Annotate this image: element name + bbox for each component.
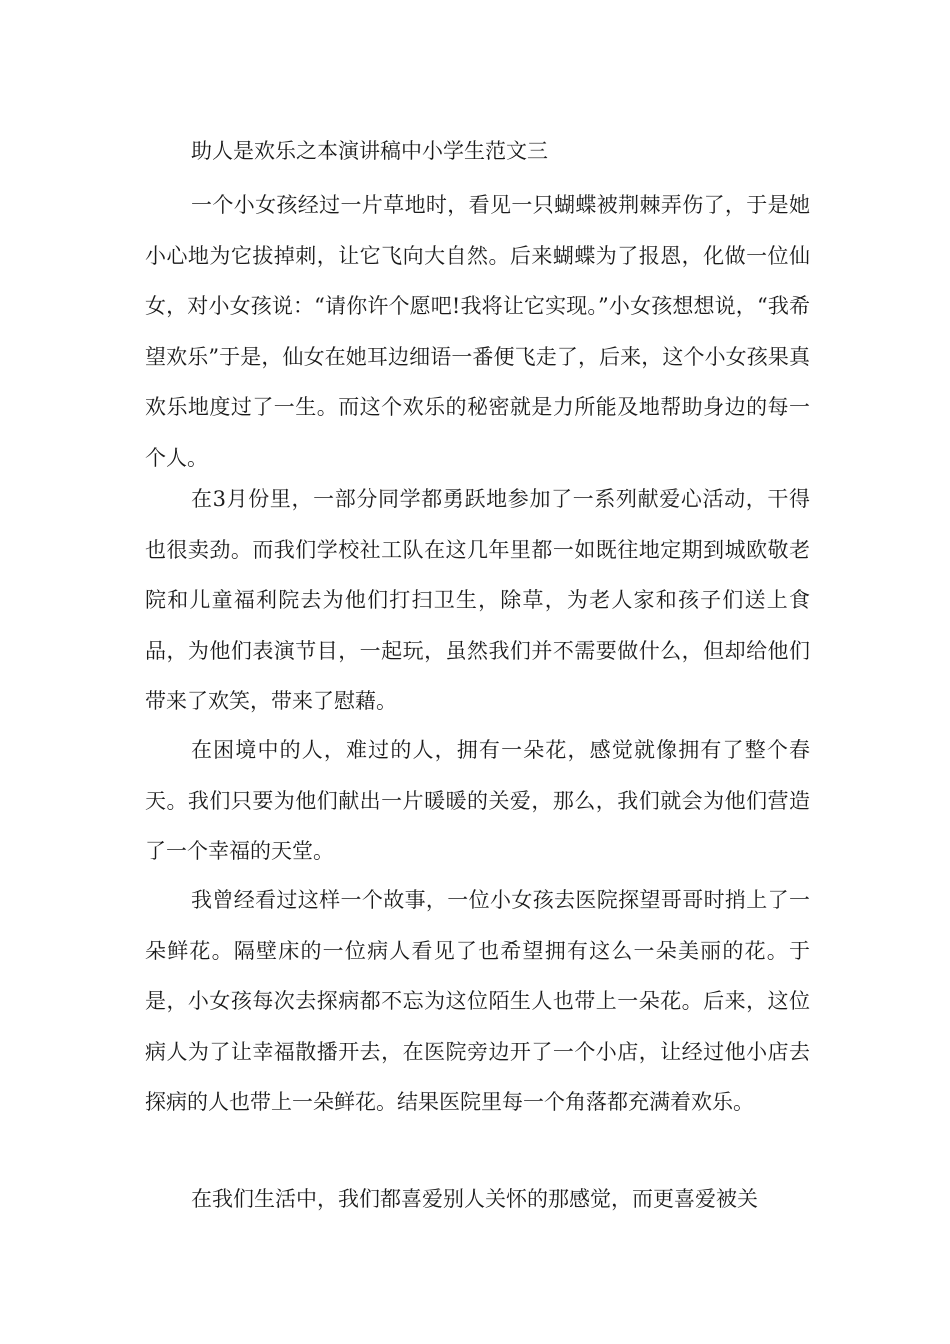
paragraph-flower-spring: 在困境中的人，难过的人，拥有一朵花，感觉就像拥有了整个春天。我们只要为他们献出一片暖暖的关爱，那么，我们就会为他们营造了一个幸福的天堂。 bbox=[145, 738, 810, 863]
paragraph-volunteer-activities: 在3月份里，一部分同学都勇跃地参加了一系列献爱心活动，干得也很卖劲。而我们学校社工队在这几年里都一如既往地定期到城欧敬老院和儿童福利院去为他们打扫卫生，除草，为老人家和孩子们送上食品，为他们表演节目，一起玩，虽然我们并不需要做什么，但却给他们带来了欢笑，带来了慰藉。 bbox=[145, 487, 810, 713]
paragraph-hospital-story: 我曾经看过这样一个故事，一位小女孩去医院探望哥哥时捎上了一朵鲜花。隔壁床的一位病人看见了也希望拥有这么一朵美丽的花。于是，小女孩每次去探病都不忘为这位陌生人也带上一朵花。后来，这位病人为了让幸福散播开去，在医院旁边开了一个小店，让经过他小店去探病的人也带上一朵鲜花。结果医院里每一个角落都充满着欢乐。 bbox=[145, 888, 810, 1114]
paragraph-care-feeling: 在我们生活中，我们都喜爱别人关怀的那感觉，而更喜爱被关 bbox=[191, 1187, 758, 1211]
document-title: 助人是欢乐之本演讲稿中小学生范文三 bbox=[191, 139, 548, 163]
paragraph-butterfly-story: 一个小女孩经过一片草地时，看见一只蝴蝶被荆棘弄伤了，于是她小心地为它拔掉刺，让它飞向大自然。后来蝴蝶为了报恩，化做一位仙女，对小女孩说：“请你许个愿吧!我将让它实现。”小女孩想想说，“我希望欢乐”于是，仙女在她耳边细语一番便飞走了，后来，这个小女孩果真欢乐地度过了一生。而这个欢乐的秘密就是力所能及地帮助身边的每一个人。 bbox=[145, 193, 810, 470]
